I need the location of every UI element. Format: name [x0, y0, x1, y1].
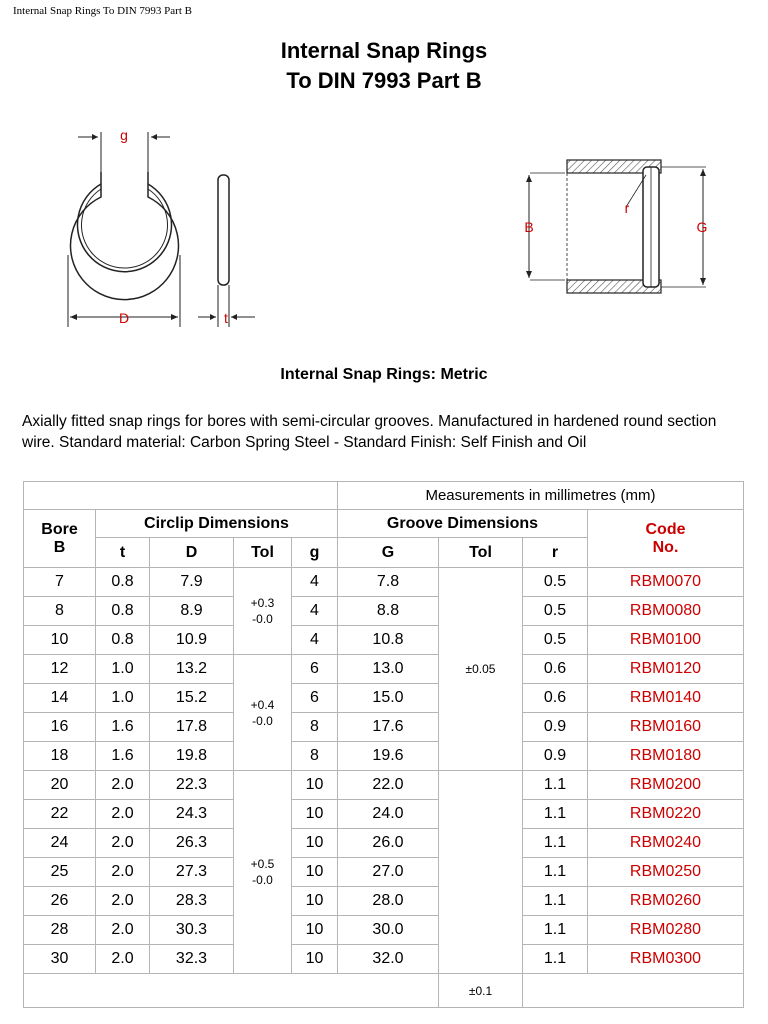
g-cell: 8 — [292, 742, 338, 771]
G-cell: 27.0 — [338, 858, 439, 887]
label-B: B — [524, 219, 534, 235]
bore-header: Bore B — [24, 510, 96, 568]
bore-cell: 28 — [24, 916, 96, 945]
t-cell: 2.0 — [96, 800, 150, 829]
bore-cell: 24 — [24, 829, 96, 858]
G-cell: 13.0 — [338, 655, 439, 684]
G-cell: 30.0 — [338, 916, 439, 945]
code-cell: RBM0280 — [588, 916, 744, 945]
table-row — [24, 771, 744, 800]
t-cell: 2.0 — [96, 945, 150, 974]
groove-tol-cell: ±0.1 — [439, 974, 523, 1008]
t-cell: 2.0 — [96, 858, 150, 887]
table-row — [24, 655, 744, 684]
G-cell: 28.0 — [338, 887, 439, 916]
table-row — [24, 974, 744, 1008]
code-cell: RBM0120 — [588, 655, 744, 684]
circlip-tol-cell: +0.5 -0.0 — [234, 771, 292, 974]
D-cell: 13.2 — [150, 655, 234, 684]
bore-cell: 14 — [24, 684, 96, 713]
code-cell: RBM0100 — [588, 626, 744, 655]
bore-cell: 25 — [24, 858, 96, 887]
bore-cell: 30 — [24, 945, 96, 974]
D-cell: 19.8 — [150, 742, 234, 771]
G-cell: 22.0 — [338, 771, 439, 800]
table-row — [24, 858, 744, 887]
r-cell: 1.1 — [523, 829, 588, 858]
code-header: Code No. — [588, 510, 744, 568]
r-cell: 0.9 — [523, 742, 588, 771]
circlip-tol-cell: +0.4 -0.0 — [234, 655, 292, 771]
r-cell: 0.9 — [523, 713, 588, 742]
D-cell: 24.3 — [150, 800, 234, 829]
t-header: t — [96, 538, 150, 568]
bore-cell: 18 — [24, 742, 96, 771]
description-text: Axially fitted snap rings for bores with semi-circular grooves. Manufactured in hardened round section wire. Standard material: Carbon Spring Steel - Standard Finish: Self Finish and Oil — [22, 413, 717, 451]
table-row — [24, 742, 744, 771]
table-row — [24, 916, 744, 945]
bore-cell: 10 — [24, 626, 96, 655]
table-row — [24, 887, 744, 916]
ring-side-view — [198, 175, 255, 327]
r-cell: 0.5 — [523, 568, 588, 597]
D-cell: 17.8 — [150, 713, 234, 742]
g-cell: 10 — [292, 829, 338, 858]
G-cell: 8.8 — [338, 597, 439, 626]
code-cell: RBM0250 — [588, 858, 744, 887]
g-cell: 4 — [292, 568, 338, 597]
t-cell: 1.0 — [96, 684, 150, 713]
r-cell: 0.5 — [523, 626, 588, 655]
t-cell: 1.0 — [96, 655, 150, 684]
G-cell: 32.0 — [338, 945, 439, 974]
D-cell: 22.3 — [150, 771, 234, 800]
table-row — [24, 597, 744, 626]
G-cell: 15.0 — [338, 684, 439, 713]
title-line-1: Internal Snap Rings — [280, 38, 488, 63]
D-cell: 30.3 — [150, 916, 234, 945]
table-blank-header — [24, 482, 338, 510]
snap-ring-diagram — [0, 115, 768, 330]
g-cell: 10 — [292, 771, 338, 800]
bore-cell: 22 — [24, 800, 96, 829]
table-row — [24, 945, 744, 974]
code-cell: RBM0300 — [588, 945, 744, 974]
t-cell: 1.6 — [96, 713, 150, 742]
g-cell: 4 — [292, 626, 338, 655]
tol-header: Tol — [234, 538, 292, 568]
bore-cell: 12 — [24, 655, 96, 684]
bore-cell: 20 — [24, 771, 96, 800]
r-cell: 1.1 — [523, 887, 588, 916]
D-cell: 26.3 — [150, 829, 234, 858]
circlip-dimensions-header: Circlip Dimensions — [96, 510, 338, 538]
page-title — [0, 36, 768, 96]
G-cell: 10.8 — [338, 626, 439, 655]
r-cell: 0.5 — [523, 597, 588, 626]
t-cell: 0.8 — [96, 626, 150, 655]
table-row — [24, 829, 744, 858]
code-cell: RBM0200 — [588, 771, 744, 800]
g-cell: 10 — [292, 800, 338, 829]
measurement-note: Measurements in millimetres (mm) — [338, 482, 744, 510]
table-row — [24, 713, 744, 742]
t-cell: 0.8 — [96, 597, 150, 626]
D-cell: 10.9 — [150, 626, 234, 655]
D-cell: 8.9 — [150, 597, 234, 626]
label-G: G — [696, 219, 708, 235]
bore-section-view — [526, 160, 706, 293]
groove-tol-cell-blank — [439, 771, 523, 974]
label-t: t — [224, 310, 228, 326]
g-cell: 10 — [292, 887, 338, 916]
t-cell: 2.0 — [96, 771, 150, 800]
code-cell: RBM0080 — [588, 597, 744, 626]
G-cell: 26.0 — [338, 829, 439, 858]
G-header: G — [338, 538, 439, 568]
D-cell: 32.3 — [150, 945, 234, 974]
g-cell: 10 — [292, 916, 338, 945]
label-r: r — [624, 200, 630, 216]
code-cell: RBM0140 — [588, 684, 744, 713]
r-cell: 1.1 — [523, 800, 588, 829]
groove-dimensions-header: Groove Dimensions — [338, 510, 588, 538]
r-cell: 1.1 — [523, 858, 588, 887]
r-cell: 0.6 — [523, 684, 588, 713]
label-g: g — [120, 127, 128, 143]
title-line-2: To DIN 7993 Part B — [286, 68, 482, 93]
table-row — [24, 568, 744, 597]
ring-front-view — [68, 132, 180, 327]
g-cell: 4 — [292, 597, 338, 626]
circlip-tol-cell: +0.3 -0.0 — [234, 568, 292, 655]
bore-cell: 7 — [24, 568, 96, 597]
section-heading: Internal Snap Rings: Metric — [280, 366, 488, 383]
table-body — [24, 568, 744, 1008]
bore-cell: 26 — [24, 887, 96, 916]
code-cell: RBM0260 — [588, 887, 744, 916]
D-cell: 15.2 — [150, 684, 234, 713]
g-cell: 10 — [292, 858, 338, 887]
code-cell: RBM0240 — [588, 829, 744, 858]
dimensions-table — [23, 481, 744, 1008]
label-D: D — [118, 310, 130, 326]
bore-cell: 16 — [24, 713, 96, 742]
t-cell: 2.0 — [96, 829, 150, 858]
table-row — [24, 800, 744, 829]
r-cell: 1.1 — [523, 771, 588, 800]
table-row — [24, 684, 744, 713]
code-cell: RBM0160 — [588, 713, 744, 742]
r-header: r — [523, 538, 588, 568]
table-row — [24, 626, 744, 655]
r-cell: 1.1 — [523, 916, 588, 945]
g-cell: 10 — [292, 945, 338, 974]
blank-cell — [24, 974, 439, 1008]
g-cell: 6 — [292, 655, 338, 684]
G-cell: 7.8 — [338, 568, 439, 597]
t-cell: 2.0 — [96, 887, 150, 916]
r-cell: 1.1 — [523, 945, 588, 974]
t-cell: 2.0 — [96, 916, 150, 945]
G-cell: 24.0 — [338, 800, 439, 829]
r-cell: 0.6 — [523, 655, 588, 684]
G-cell: 17.6 — [338, 713, 439, 742]
groove-tol-cell: ±0.05 — [439, 568, 523, 771]
code-cell: RBM0180 — [588, 742, 744, 771]
t-cell: 1.6 — [96, 742, 150, 771]
g-header: g — [292, 538, 338, 568]
g-cell: 8 — [292, 713, 338, 742]
blank-cell — [523, 974, 744, 1008]
code-cell: RBM0070 — [588, 568, 744, 597]
D-cell: 7.9 — [150, 568, 234, 597]
groove-tol-header: Tol — [439, 538, 523, 568]
D-cell: 27.3 — [150, 858, 234, 887]
g-cell: 6 — [292, 684, 338, 713]
G-cell: 19.6 — [338, 742, 439, 771]
page-header: Internal Snap Rings To DIN 7993 Part B — [13, 5, 192, 17]
t-cell: 0.8 — [96, 568, 150, 597]
code-cell: RBM0220 — [588, 800, 744, 829]
bore-cell: 8 — [24, 597, 96, 626]
D-cell: 28.3 — [150, 887, 234, 916]
D-header: D — [150, 538, 234, 568]
